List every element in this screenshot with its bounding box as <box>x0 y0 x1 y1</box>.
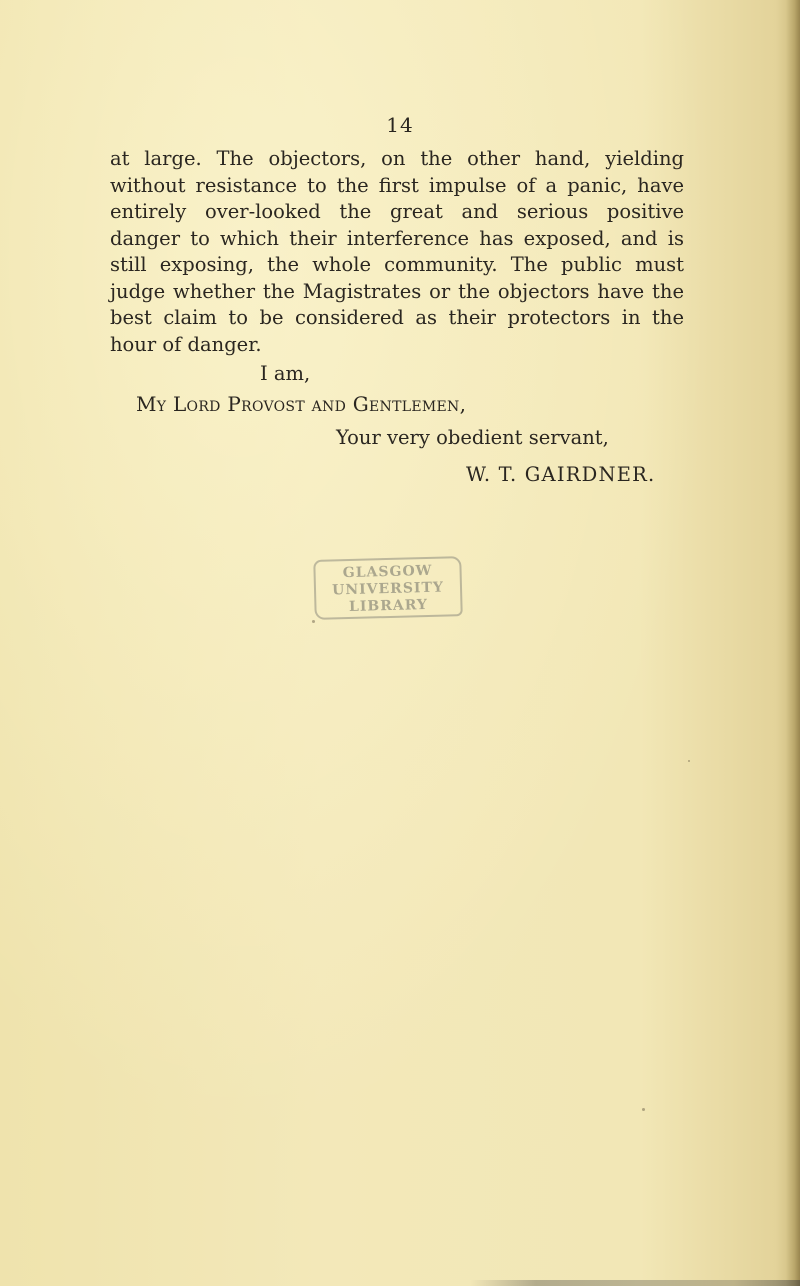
bottom-edge-smudge <box>470 1280 800 1286</box>
ink-speck <box>312 620 315 623</box>
paragraph-text: at large. The objectors, on the other hand, yielding without resistance to the first impulse of a panic, have entirely over-looked the great and serious positive danger to which their interference has exposed, and is still exposing, the whole community. The public must judge whether the Magistrates or the objectors have the best claim to be considered as their protectors in the hour of danger. <box>110 147 684 356</box>
ink-speck <box>688 760 690 762</box>
stamp-line-2: UNIVERSITY <box>331 579 445 599</box>
stamp-line-1: GLASGOW <box>342 562 433 582</box>
page-number: 14 <box>386 113 414 137</box>
stamp-line-3: LIBRARY <box>348 596 429 616</box>
library-stamp <box>313 556 463 620</box>
closing-line: I am, <box>260 362 311 385</box>
body-paragraph <box>110 146 684 358</box>
servant-line: Your very obedient servant, <box>336 426 609 449</box>
salutation-line: My Lord Provost and Gentlemen, <box>136 392 467 416</box>
page-edge-shadow <box>786 0 800 1286</box>
signature: W. T. GAIRDNER. <box>466 463 656 486</box>
ink-speck <box>642 1108 645 1111</box>
